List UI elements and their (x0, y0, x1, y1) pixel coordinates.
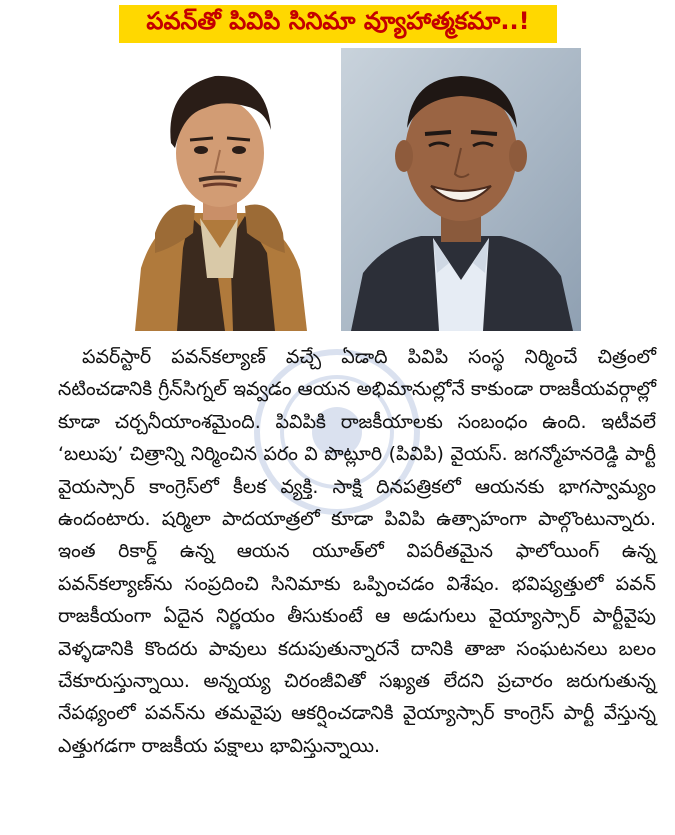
headline: పవన్‌తో పివిపి సినిమా వ్యూహాత్మకమా..! (146, 7, 530, 35)
right-portrait-photo (341, 48, 581, 331)
smiling-man-portrait-illustration (341, 48, 581, 331)
left-portrait-photo (95, 48, 340, 331)
headline-banner (119, 5, 557, 43)
article-body: పవర్‌స్టార్ పవన్‌కల్యాణ్ వచ్చే ఏడాది పివిపి సంస్థ నిర్మించే చిత్రంలో నటించడానికి గ్రీన్‌సిగ్నల్ ఇవ్వడం ఆయన అభిమానుల్లోనే కాకుండా రాజకీయవర్గాల్లో కూడా చర్చనీయాంశమైంది. పివిపికి రాజకీయాలకు సంబంధం ఉంది. ఇటీవలే ‘బలుపు’ చిత్రాన్ని నిర్మించిన పరం వి పొట్లూరి (పివిపి) వైయస్. జగన్మోహనరెడ్డి పార్టీ వైయస్సార్ కాంగ్రెస్‌లో కీలక వ్యక్తి. సాక్షి దినపత్రికలో ఆయనకు భాగస్వామ్యం ఉందంటారు. షర్మిలా పాదయాత్రలో కూడా పివిపి ఉత్సాహంగా పాల్గొంటున్నారు. ఇంత రికార్డ్ ఉన్న ఆయన యూత్‌లో విపరీతమైన ఫాలోయింగ్ ఉన్న పవన్‌కల్యాణ్‌ను సంప్రదించి సినిమాకు ఒప్పించడం విశేషం. భవిష్యత్తులో పవన్ రాజకీయంగా ఏదైన నిర్ణయం తీసుకుంటే ఆ అడుగులు వైయ్యాస్సార్ పార్టీవైపు వెళ్ళడానికి కొందరు పావులు కదుపుతున్నారనే దానికి తాజా సంఘటనలు బలం చేకూరుస్తున్నాయి. అన్నయ్య చిరంజీవితో సఖ్యత లేదని ప్రచారం జరుగుతున్న నేపథ్యంలో పవన్‌ను తమవైపు ఆకర్షించడానికి వైయ్యాస్సార్ కాంగ్రెస్ పార్టీ వేస్తున్న ఎత్తుగడగా రాజకీయ పక్షాలు భావిస్తున్నాయి. (58, 346, 656, 757)
actor-portrait-illustration (95, 48, 340, 331)
